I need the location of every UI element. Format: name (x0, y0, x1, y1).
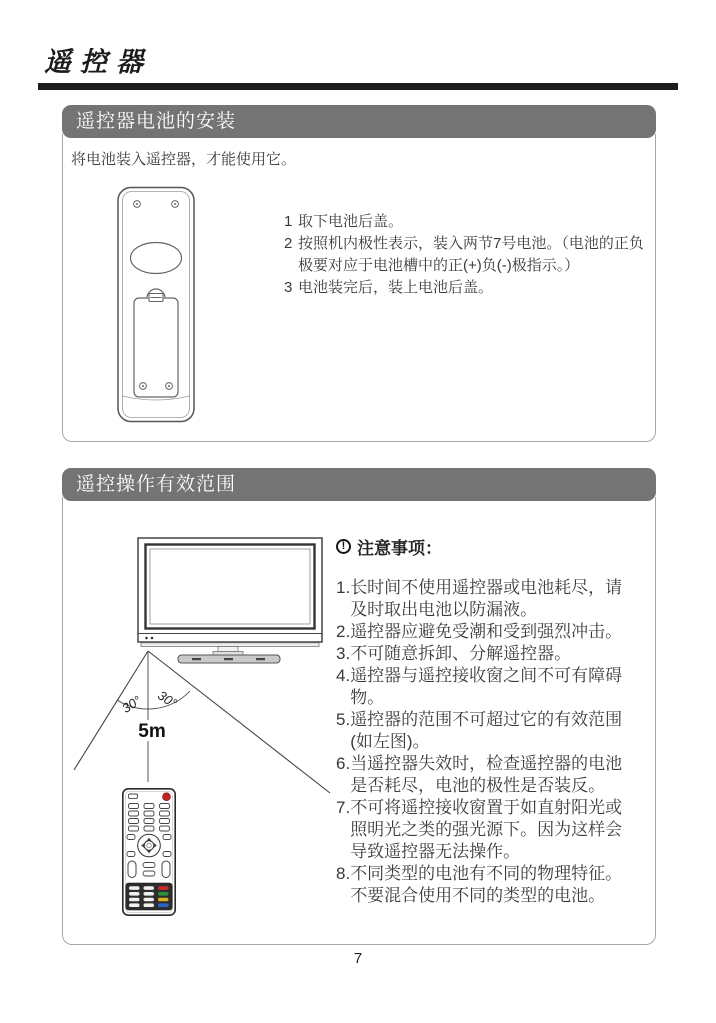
notice-item (336, 709, 636, 753)
tv-remote-range-diagram (68, 530, 351, 931)
notice-title: 注意事项： (357, 539, 442, 558)
yellow-key-icon (158, 898, 169, 902)
angle-left-label: 30° (119, 692, 144, 716)
note-number: 4. (336, 666, 351, 685)
title-divider (38, 83, 678, 90)
notice-item (336, 863, 636, 907)
ir-receiver-dot (145, 637, 148, 640)
notice-item (336, 621, 636, 643)
page-number: 7 (353, 950, 363, 967)
notice-item (336, 643, 636, 665)
note-number: 8. (336, 864, 351, 883)
blue-key-icon (158, 903, 169, 907)
note-number: 3. (336, 644, 351, 663)
note-text: 不可随意拆卸、分解遥控器。 (350, 644, 572, 663)
note-number: 6. (336, 754, 351, 773)
battery-step (284, 211, 646, 233)
tv-illustration (138, 538, 322, 663)
notice-item (336, 797, 636, 863)
notice-item (336, 577, 636, 621)
power-button-icon (163, 793, 171, 801)
remote-front-illustration (123, 789, 175, 915)
green-key-icon (158, 892, 169, 896)
signal-range-fan (74, 651, 330, 793)
page-title: 遥控器 (44, 47, 152, 78)
red-key-icon (158, 886, 169, 890)
note-text: 遥控器应避免受潮和受到强烈冲击。 (350, 622, 623, 641)
section-battery-installation (62, 105, 656, 442)
tv-stand-neck (218, 647, 238, 652)
section-battery-header: 遥控器电池的安装 (62, 105, 656, 138)
note-text: 当遥控器失效时，检查遥控器的电池是否耗尽，电池的极性是否装反。 (350, 754, 623, 795)
section-range-header: 遥控操作有效范围 (62, 468, 656, 501)
remote-back-illustration (112, 185, 204, 430)
note-text: 不同类型的电池有不同的物理特征。不要混合使用不同的类型的电池。 (350, 864, 623, 905)
note-text: 遥控器与遥控接收窗之间不可有障碍物。 (350, 666, 623, 707)
step-number: 1 (284, 213, 293, 230)
step-text: 按照机内极性表示，装入两节7号电池。（电池的正负极要对应于电池槽中的正(+)负(-)极指示。） (298, 235, 644, 274)
battery-step (284, 233, 646, 277)
notice-block (336, 534, 636, 907)
distance-label: 5m (138, 721, 166, 742)
battery-cover (134, 298, 178, 397)
note-number: 1. (336, 578, 351, 597)
exclamation-circle-icon: ! (336, 539, 351, 554)
step-text: 电池装完后，装上电池后盖。 (298, 279, 494, 296)
note-text: 长时间不使用遥控器或电池耗尽，请及时取出电池以防漏液。 (350, 578, 623, 619)
section-remote-range (62, 468, 656, 945)
battery-step (284, 277, 646, 299)
note-text: 遥控器的范围不可超过它的有效范围(如左图)。 (350, 710, 623, 751)
step-number: 2 (284, 235, 293, 252)
notice-header (336, 534, 636, 559)
note-number: 2. (336, 622, 351, 641)
function-key-panel (126, 883, 172, 910)
battery-steps-list (284, 211, 646, 299)
angle-right-label: 30° (155, 687, 180, 711)
notice-item (336, 753, 636, 797)
battery-intro-text: 将电池装入遥控器，才能使用它。 (71, 151, 297, 168)
notice-list (336, 577, 636, 907)
note-number: 7. (336, 798, 351, 817)
remote-back-svg (112, 185, 204, 425)
note-number: 5. (336, 710, 351, 729)
note-text: 不可将遥控接收窗置于如直射阳光或照明光之类的强光源下。因为这样会导致遥控器无法操作。 (350, 798, 623, 861)
step-text: 取下电池后盖。 (298, 213, 404, 230)
range-diagram-svg (68, 530, 351, 926)
step-number: 3 (284, 279, 293, 296)
notice-item (336, 665, 636, 709)
